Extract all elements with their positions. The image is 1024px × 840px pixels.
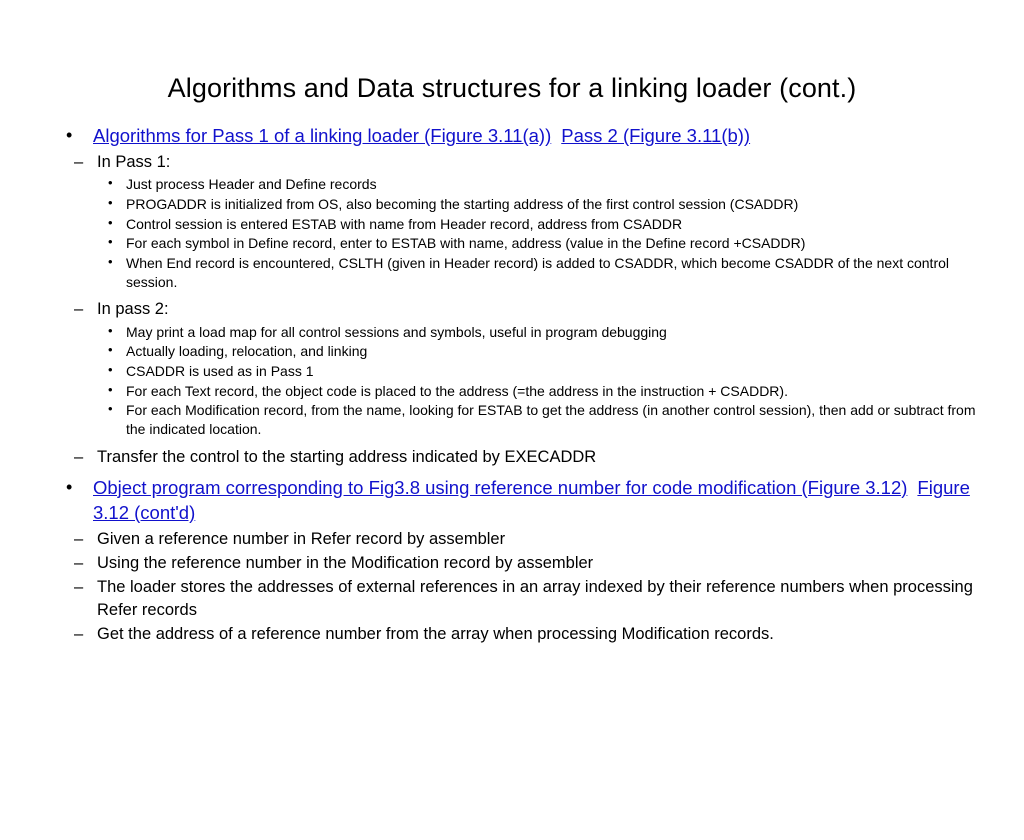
list-item: – Get the address of a reference number from the array when processing Modification records.	[56, 623, 990, 646]
link-pass1-algorithms[interactable]: Algorithms for Pass 1 of a linking loader (Figure 3.11(a))	[93, 125, 552, 147]
list-item: – Using the reference number in the Modification record by assembler	[56, 552, 990, 575]
link-figure-312-cont[interactable]: Figure 3.12 (cont'd)	[93, 476, 970, 523]
list-item: • May print a load map for all control sessions and symbols, useful in program debugging	[56, 323, 990, 342]
outline-list	[56, 124, 990, 646]
list-item: • For each Text record, the object code is placed to the address (=the address in the instruction + CSADDR).	[56, 382, 990, 401]
slide	[0, 72, 1024, 840]
list-item: • For each symbol in Define record, enter to ESTAB with name, address (value in the Define record +CSADDR)	[56, 234, 990, 253]
bullet-pass1-links	[56, 124, 990, 149]
list-item: • CSADDR is used as in Pass 1	[56, 362, 990, 381]
list-item: • Just process Header and Define records	[56, 175, 990, 194]
list-item: • For each Modification record, from the name, looking for ESTAB to get the address (in another control session), then add or subtract from the indicated location.	[56, 401, 990, 439]
list-item: • Control session is entered ESTAB with name from Header record, address from CSADDR	[56, 215, 990, 234]
bullet-object-program-links	[56, 476, 990, 526]
pass2-detail-list	[56, 323, 990, 440]
slide-body	[0, 124, 1024, 646]
subheading-transfer-control: – Transfer the control to the starting address indicated by EXECADDR	[56, 446, 990, 469]
link-pass2[interactable]: Pass 2 (Figure 3.11(b))	[561, 125, 751, 147]
list-item: • When End record is encountered, CSLTH (given in Header record) is added to CSADDR, which become CSADDR of the next control session.	[56, 254, 990, 292]
page-title: Algorithms and Data structures for a linking loader (cont.)	[167, 73, 857, 103]
list-item: • PROGADDR is initialized from OS, also becoming the starting address of the first control session (CSADDR)	[56, 195, 990, 214]
list-item: • Actually loading, relocation, and linking	[56, 342, 990, 361]
link-object-program-fig312[interactable]: Object program corresponding to Fig3.8 using reference number for code modification (Figure 3.12)	[93, 476, 908, 498]
list-item: – Given a reference number in Refer record by assembler	[56, 528, 990, 551]
section2-detail-list	[56, 528, 990, 646]
pass1-detail-list	[56, 175, 990, 292]
subheading-in-pass-1: – In Pass 1:	[56, 151, 990, 174]
list-item: – The loader stores the addresses of external references in an array indexed by their reference numbers when processing Refer records	[56, 576, 990, 622]
subheading-in-pass-2: – In pass 2:	[56, 298, 990, 321]
